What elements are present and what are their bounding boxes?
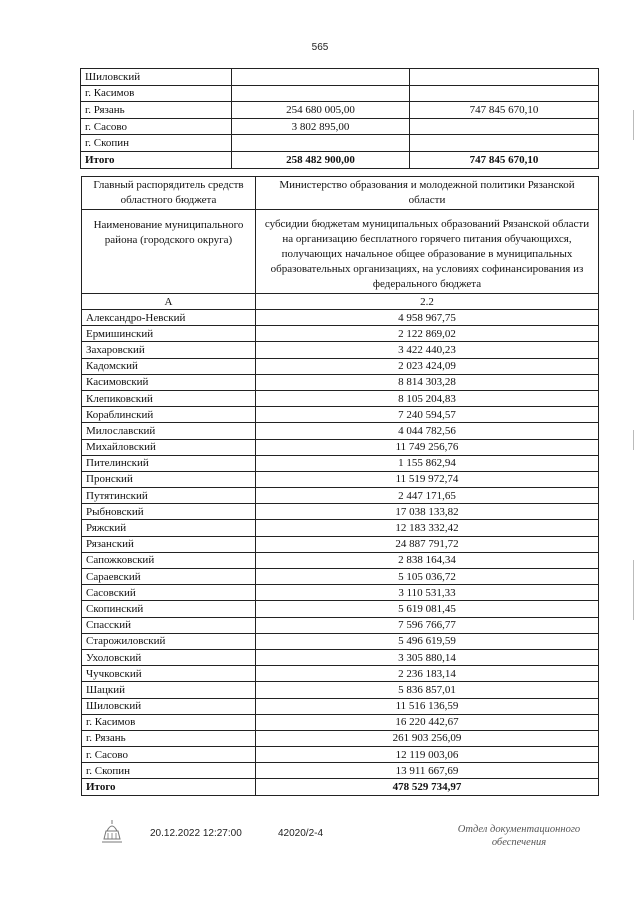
table-row	[82, 439, 599, 455]
top-row-value-1	[232, 85, 410, 102]
table-row	[82, 310, 599, 326]
subsidy-amount: 2 447 171,65	[256, 488, 599, 504]
top-row-name: г. Рязань	[81, 102, 232, 119]
header-row-distributor	[82, 177, 599, 210]
subsidy-amount: 12 183 332,42	[256, 520, 599, 536]
subsidy-amount: 2 838 164,34	[256, 552, 599, 568]
district-name: Ермишинский	[82, 326, 256, 342]
table-row	[82, 552, 599, 568]
subsidy-amount: 3 422 440,23	[256, 342, 599, 358]
district-name: г. Сасово	[82, 747, 256, 763]
district-name: Пителинский	[82, 455, 256, 471]
top-row-name: г. Касимов	[81, 85, 232, 102]
table-row	[82, 730, 599, 746]
table-row	[82, 326, 599, 342]
duma-emblem-icon	[98, 817, 126, 847]
main-table	[81, 176, 599, 796]
top-table-row	[81, 102, 599, 119]
top-row-name: Шиловский	[81, 69, 232, 86]
table-row	[82, 763, 599, 779]
top-total-value-1: 258 482 900,00	[232, 151, 410, 168]
district-name: Захаровский	[82, 342, 256, 358]
table-row	[82, 455, 599, 471]
subsidy-amount: 3 110 531,33	[256, 585, 599, 601]
top-row-value-2	[410, 118, 599, 135]
district-name: Клепиковский	[82, 390, 256, 406]
district-name: Шиловский	[82, 698, 256, 714]
table-row	[82, 488, 599, 504]
table-row	[82, 666, 599, 682]
top-row-value-2	[410, 135, 599, 152]
top-row-name: г. Сасово	[81, 118, 232, 135]
table-row	[82, 714, 599, 730]
header-distributor-value: Министерство образования и молодежной политики Рязанской области	[256, 177, 599, 210]
top-row-value-2	[410, 85, 599, 102]
table-row	[82, 358, 599, 374]
subsidy-amount: 16 220 442,67	[256, 714, 599, 730]
subsidy-amount: 7 240 594,57	[256, 407, 599, 423]
table-row	[82, 682, 599, 698]
header-district-label: Наименование муниципального района (городского округа)	[82, 210, 256, 294]
table-row	[82, 342, 599, 358]
district-name: Милославский	[82, 423, 256, 439]
district-name: Ухоловский	[82, 649, 256, 665]
total-amount: 478 529 734,97	[256, 779, 599, 795]
subsidy-amount: 2 122 869,02	[256, 326, 599, 342]
table-row	[82, 633, 599, 649]
table-row	[82, 698, 599, 714]
scan-edge-mark	[633, 110, 634, 140]
subsidy-amount: 8 105 204,83	[256, 390, 599, 406]
top-row-value-1: 254 680 005,00	[232, 102, 410, 119]
subsidy-amount: 4 958 967,75	[256, 310, 599, 326]
top-total-label: Итого	[81, 151, 232, 168]
district-name: Чучковский	[82, 666, 256, 682]
district-name: Спасский	[82, 617, 256, 633]
table-row	[82, 747, 599, 763]
district-name: г. Рязань	[82, 730, 256, 746]
district-name: Рыбновский	[82, 504, 256, 520]
district-name: Шацкий	[82, 682, 256, 698]
district-name: Скопинский	[82, 601, 256, 617]
stamp-line-1: Отдел документационного	[457, 824, 581, 835]
top-table-row	[81, 85, 599, 102]
top-table-total-row	[81, 151, 599, 168]
top-row-value-2: 747 845 670,10	[410, 102, 599, 119]
district-name: Александро-Невский	[82, 310, 256, 326]
district-name: Пронский	[82, 471, 256, 487]
column-code-b: 2.2	[256, 294, 599, 310]
top-row-value-1	[232, 135, 410, 152]
subsidy-amount: 11 519 972,74	[256, 471, 599, 487]
table-row	[82, 471, 599, 487]
subsidy-amount: 261 903 256,09	[256, 730, 599, 746]
district-name: Ряжский	[82, 520, 256, 536]
subsidy-amount: 17 038 133,82	[256, 504, 599, 520]
top-row-value-1: 3 802 895,00	[232, 118, 410, 135]
table-row	[82, 536, 599, 552]
subsidy-amount: 3 305 880,14	[256, 649, 599, 665]
subsidy-amount: 5 836 857,01	[256, 682, 599, 698]
subsidy-amount: 5 496 619,59	[256, 633, 599, 649]
district-name: г. Скопин	[82, 763, 256, 779]
subsidy-amount: 4 044 782,56	[256, 423, 599, 439]
scan-edge-mark	[633, 560, 634, 620]
table-row	[82, 649, 599, 665]
table-row	[82, 520, 599, 536]
scan-edge-mark	[633, 430, 634, 450]
district-name: г. Касимов	[82, 714, 256, 730]
district-name: Старожиловский	[82, 633, 256, 649]
subsidy-amount: 11 749 256,76	[256, 439, 599, 455]
district-name: Михайловский	[82, 439, 256, 455]
page-number: 565	[311, 42, 329, 53]
top-table-row	[81, 69, 599, 86]
table-row	[82, 374, 599, 390]
footer-datetime: 20.12.2022 12:27:00	[150, 828, 242, 839]
district-name: Сасовский	[82, 585, 256, 601]
subsidy-amount: 12 119 003,06	[256, 747, 599, 763]
subsidy-amount: 13 911 667,69	[256, 763, 599, 779]
top-total-value-2: 747 845 670,10	[410, 151, 599, 168]
header-subsidy-description: субсидии бюджетам муниципальных образований Рязанской области на организацию бесплатного горячего питания обучающихся, получающих начальное общее образование в муниципальных образовательных организациях, на условиях софинансирования из федерального бюджета	[256, 210, 599, 294]
subsidy-amount: 2 236 183,14	[256, 666, 599, 682]
total-row	[82, 779, 599, 795]
table-row	[82, 504, 599, 520]
subsidy-amount: 1 155 862,94	[256, 455, 599, 471]
table-row	[82, 585, 599, 601]
subsidy-amount: 5 619 081,45	[256, 601, 599, 617]
subsidy-amount: 2 023 424,09	[256, 358, 599, 374]
table-row	[82, 407, 599, 423]
district-name: Рязанский	[82, 536, 256, 552]
header-distributor-label: Главный распорядитель средств областного бюджета	[82, 177, 256, 210]
top-row-value-1	[232, 69, 410, 86]
subsidy-amount: 11 516 136,59	[256, 698, 599, 714]
column-code-row	[82, 294, 599, 310]
top-table-row	[81, 135, 599, 152]
table-row	[82, 617, 599, 633]
table-row	[82, 569, 599, 585]
district-name: Путятинский	[82, 488, 256, 504]
stamp-line-2: обеспечения	[491, 837, 547, 848]
top-table-row	[81, 118, 599, 135]
district-name: Сараевский	[82, 569, 256, 585]
top-table	[80, 68, 599, 169]
footer-doc-code: 42020/2-4	[278, 828, 324, 839]
subsidy-amount: 7 596 766,77	[256, 617, 599, 633]
subsidy-amount: 5 105 036,72	[256, 569, 599, 585]
top-row-value-2	[410, 69, 599, 86]
subsidy-amount: 24 887 791,72	[256, 536, 599, 552]
district-name: Кораблинский	[82, 407, 256, 423]
top-row-name: г. Скопин	[81, 135, 232, 152]
department-stamp	[444, 823, 594, 849]
table-row	[82, 390, 599, 406]
district-name: Касимовский	[82, 374, 256, 390]
column-code-a: А	[82, 294, 256, 310]
subsidy-amount: 8 814 303,28	[256, 374, 599, 390]
table-row	[82, 423, 599, 439]
district-name: Кадомский	[82, 358, 256, 374]
total-label: Итого	[82, 779, 256, 795]
header-row-district	[82, 210, 599, 294]
table-row	[82, 601, 599, 617]
district-name: Сапожковский	[82, 552, 256, 568]
